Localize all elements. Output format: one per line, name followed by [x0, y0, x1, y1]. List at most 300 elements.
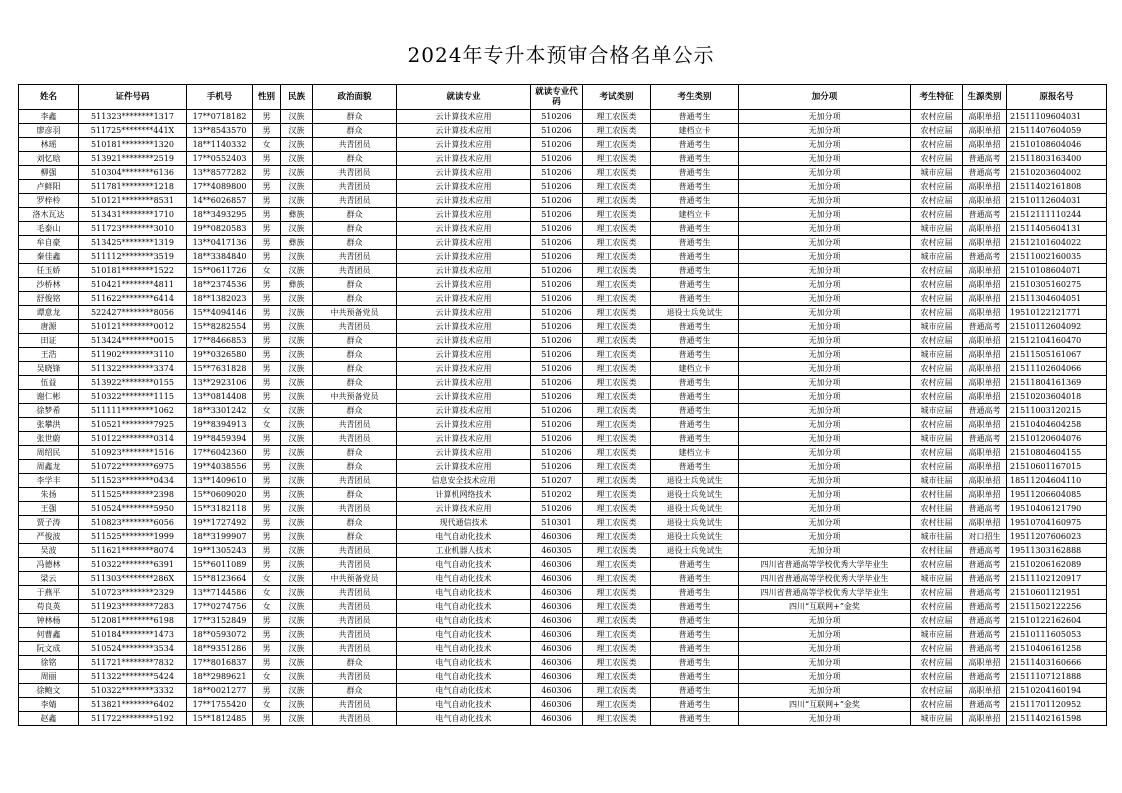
- table-cell: 农村应届: [911, 264, 963, 278]
- table-cell: 农村应届: [911, 600, 963, 614]
- table-cell: 无加分项: [739, 250, 911, 264]
- table-cell: 计算机网络技术: [397, 488, 531, 502]
- table-cell: 中共预备党员: [313, 572, 397, 586]
- table-cell: 13**0814408: [187, 390, 253, 404]
- table-cell: 理工农医类: [583, 390, 651, 404]
- table-cell: 无加分项: [739, 376, 911, 390]
- table-cell: 理工农医类: [583, 586, 651, 600]
- table-cell: 21511304604051: [1007, 292, 1107, 306]
- table-cell: 理工农医类: [583, 670, 651, 684]
- table-cell: 云计算技术应用: [397, 390, 531, 404]
- table-cell: 无加分项: [739, 278, 911, 292]
- table-cell: 共青团员: [313, 474, 397, 488]
- table-row: [19, 488, 1107, 502]
- table-cell: 510206: [531, 348, 583, 362]
- table-cell: 460306: [531, 614, 583, 628]
- table-cell: 理工农医类: [583, 278, 651, 292]
- table-cell: 云计算技术应用: [397, 152, 531, 166]
- table-cell: 汉族: [281, 348, 313, 362]
- table-cell: 农村应届: [911, 292, 963, 306]
- table-cell: 无加分项: [739, 474, 911, 488]
- table-cell: 建档立卡: [651, 124, 739, 138]
- table-cell: 无加分项: [739, 670, 911, 684]
- table-cell: 云计算技术应用: [397, 320, 531, 334]
- table-cell: 云计算技术应用: [397, 502, 531, 516]
- table-row: [19, 292, 1107, 306]
- table-cell: 城市应届: [911, 250, 963, 264]
- table-row: [19, 670, 1107, 684]
- table-cell: 18**2374536: [187, 278, 253, 292]
- table-cell: 510206: [531, 432, 583, 446]
- table-cell: 21511701120952: [1007, 698, 1107, 712]
- column-header: 考试类别: [583, 85, 651, 110]
- table-row: [19, 124, 1107, 138]
- table-cell: 513922********0155: [79, 376, 187, 390]
- table-cell: 群众: [313, 278, 397, 292]
- table-cell: 510421********4811: [79, 278, 187, 292]
- table-cell: 云计算技术应用: [397, 376, 531, 390]
- table-row: [19, 642, 1107, 656]
- table-cell: 高职单招: [963, 712, 1007, 726]
- table-cell: 17**6042360: [187, 446, 253, 460]
- table-cell: 群众: [313, 236, 397, 250]
- column-header: 加分项: [739, 85, 911, 110]
- table-cell: 19**8394913: [187, 418, 253, 432]
- table-cell: 电气自动化技术: [397, 698, 531, 712]
- table-cell: 19510406121790: [1007, 502, 1107, 516]
- table-cell: 徐鲍文: [19, 684, 79, 698]
- table-cell: 普通考生: [651, 670, 739, 684]
- table-cell: 17**0718182: [187, 110, 253, 124]
- table-row: [19, 600, 1107, 614]
- table-cell: 朱扬: [19, 488, 79, 502]
- table-cell: 对口招生: [963, 530, 1007, 544]
- table-row: [19, 208, 1107, 222]
- table-cell: 汉族: [281, 418, 313, 432]
- table-cell: 高职单招: [963, 194, 1007, 208]
- table-cell: 共青团员: [313, 544, 397, 558]
- table-row: [19, 516, 1107, 530]
- table-cell: 群众: [313, 684, 397, 698]
- table-cell: 农村应届: [911, 642, 963, 656]
- table-cell: 普通考生: [651, 236, 739, 250]
- table-cell: 王强: [19, 502, 79, 516]
- table-cell: 退役士兵免试生: [651, 544, 739, 558]
- table-cell: 汉族: [281, 670, 313, 684]
- table-cell: 510206: [531, 194, 583, 208]
- table-cell: 电气自动化技术: [397, 670, 531, 684]
- column-header: 政治面貌: [313, 85, 397, 110]
- table-cell: 毛泰山: [19, 222, 79, 236]
- table-cell: 云计算技术应用: [397, 194, 531, 208]
- table-cell: 男: [253, 278, 281, 292]
- table-cell: 510181********1522: [79, 264, 187, 278]
- table-cell: 510206: [531, 376, 583, 390]
- table-cell: 伍益: [19, 376, 79, 390]
- table-cell: 高职单招: [963, 180, 1007, 194]
- table-cell: 电气自动化技术: [397, 656, 531, 670]
- table-cell: 何曹鑫: [19, 628, 79, 642]
- table-cell: 无加分项: [739, 292, 911, 306]
- table-cell: 共青团员: [313, 264, 397, 278]
- table-cell: 云计算技术应用: [397, 432, 531, 446]
- table-cell: 无加分项: [739, 614, 911, 628]
- table-cell: 510206: [531, 320, 583, 334]
- table-cell: 普通考生: [651, 404, 739, 418]
- table-cell: 群众: [313, 376, 397, 390]
- table-cell: 21511505161067: [1007, 348, 1107, 362]
- table-cell: 电气自动化技术: [397, 614, 531, 628]
- table-cell: 普通考生: [651, 642, 739, 656]
- table-cell: 汉族: [281, 376, 313, 390]
- table-cell: 无加分项: [739, 656, 911, 670]
- table-cell: 511523********0434: [79, 474, 187, 488]
- table-cell: 510524********3534: [79, 642, 187, 656]
- table-cell: 群众: [313, 292, 397, 306]
- table-cell: 522427********8056: [79, 306, 187, 320]
- table-cell: 云计算技术应用: [397, 166, 531, 180]
- table-cell: 510206: [531, 110, 583, 124]
- table-cell: 460306: [531, 586, 583, 600]
- table-cell: 普通高考: [963, 432, 1007, 446]
- table-cell: 农村应届: [911, 138, 963, 152]
- table-cell: 21511407604059: [1007, 124, 1107, 138]
- table-cell: 农村应届: [911, 110, 963, 124]
- table-cell: 普通高考: [963, 698, 1007, 712]
- table-cell: 21510305160275: [1007, 278, 1107, 292]
- table-cell: 511781********1218: [79, 180, 187, 194]
- table-cell: 秦佳鑫: [19, 250, 79, 264]
- table-cell: 普通考生: [651, 572, 739, 586]
- table-cell: 卢鲜阳: [19, 180, 79, 194]
- table-cell: 21511804161369: [1007, 376, 1107, 390]
- table-cell: 普通考生: [651, 418, 739, 432]
- table-cell: 普通考生: [651, 110, 739, 124]
- table-cell: 无加分项: [739, 334, 911, 348]
- table-cell: 510723********2329: [79, 586, 187, 600]
- table-cell: 汉族: [281, 474, 313, 488]
- table-cell: 云计算技术应用: [397, 404, 531, 418]
- table-cell: 退役士兵免试生: [651, 530, 739, 544]
- table-cell: 普通高考: [963, 208, 1007, 222]
- table-cell: 农村往届: [911, 502, 963, 516]
- column-header: 就读专业代码: [531, 85, 583, 110]
- table-cell: 男: [253, 530, 281, 544]
- table-cell: 510722********6975: [79, 460, 187, 474]
- table-cell: 汉族: [281, 110, 313, 124]
- table-cell: 于燕平: [19, 586, 79, 600]
- table-cell: 田证: [19, 334, 79, 348]
- table-cell: 女: [253, 572, 281, 586]
- table-cell: 普通考生: [651, 432, 739, 446]
- table-cell: 高职单招: [963, 376, 1007, 390]
- table-cell: 511622********6414: [79, 292, 187, 306]
- table-cell: 510121********8531: [79, 194, 187, 208]
- table-cell: 510184********1473: [79, 628, 187, 642]
- table-cell: 17**8016837: [187, 656, 253, 670]
- table-cell: 511323********1317: [79, 110, 187, 124]
- table-cell: 无加分项: [739, 684, 911, 698]
- table-cell: 男: [253, 642, 281, 656]
- table-cell: 高职单招: [963, 684, 1007, 698]
- table-cell: 21510601167015: [1007, 460, 1107, 474]
- table-cell: 18511204604110: [1007, 474, 1107, 488]
- table-cell: 普通考生: [651, 600, 739, 614]
- table-cell: 510206: [531, 306, 583, 320]
- table-cell: 无加分项: [739, 222, 911, 236]
- table-cell: 18**9351286: [187, 642, 253, 656]
- table-cell: 理工农医类: [583, 222, 651, 236]
- table-cell: 理工农医类: [583, 180, 651, 194]
- column-header: 考生特征: [911, 85, 963, 110]
- table-cell: 18**0021277: [187, 684, 253, 698]
- table-cell: 共青团员: [313, 712, 397, 726]
- table-cell: 女: [253, 600, 281, 614]
- table-cell: 信息安全技术应用: [397, 474, 531, 488]
- table-cell: 理工农医类: [583, 698, 651, 712]
- table-cell: 18**3199907: [187, 530, 253, 544]
- table-cell: 共青团员: [313, 642, 397, 656]
- table-cell: 21511402161808: [1007, 180, 1107, 194]
- table-cell: 13**7144586: [187, 586, 253, 600]
- table-row: [19, 558, 1107, 572]
- table-cell: 退役士兵免试生: [651, 474, 739, 488]
- table-cell: 退役士兵免试生: [651, 516, 739, 530]
- table-cell: 21510601121951: [1007, 586, 1107, 600]
- table-cell: 共青团员: [313, 166, 397, 180]
- table-cell: 无加分项: [739, 446, 911, 460]
- table-cell: 无加分项: [739, 530, 911, 544]
- table-cell: 汉族: [281, 446, 313, 460]
- table-cell: 退役士兵免试生: [651, 502, 739, 516]
- table-cell: 电气自动化技术: [397, 600, 531, 614]
- table-cell: 460306: [531, 600, 583, 614]
- table-cell: 511723********3010: [79, 222, 187, 236]
- table-cell: 高职单招: [963, 222, 1007, 236]
- table-cell: 理工农医类: [583, 530, 651, 544]
- table-cell: 511721********7832: [79, 656, 187, 670]
- table-cell: 21510122162604: [1007, 614, 1107, 628]
- table-cell: 460306: [531, 558, 583, 572]
- table-cell: 普通高考: [963, 320, 1007, 334]
- table-cell: 共青团员: [313, 432, 397, 446]
- table-cell: 男: [253, 180, 281, 194]
- table-cell: 510206: [531, 390, 583, 404]
- table-cell: 城市应届: [911, 712, 963, 726]
- table-cell: 19**1305243: [187, 544, 253, 558]
- table-cell: 460305: [531, 544, 583, 558]
- table-cell: 高职单招: [963, 306, 1007, 320]
- table-cell: 梁云: [19, 572, 79, 586]
- table-cell: 13**2923106: [187, 376, 253, 390]
- table-cell: 510206: [531, 334, 583, 348]
- table-cell: 21510108604046: [1007, 138, 1107, 152]
- table-cell: 群众: [313, 446, 397, 460]
- table-cell: 女: [253, 586, 281, 600]
- table-cell: 17**4089800: [187, 180, 253, 194]
- table-cell: 13**8577282: [187, 166, 253, 180]
- table-cell: 共青团员: [313, 628, 397, 642]
- table-cell: 高职单招: [963, 656, 1007, 670]
- table-cell: 510206: [531, 404, 583, 418]
- table-cell: 无加分项: [739, 628, 911, 642]
- table-cell: 农村应届: [911, 614, 963, 628]
- table-cell: 510206: [531, 446, 583, 460]
- table-cell: 汉族: [281, 614, 313, 628]
- table-cell: 普通考生: [651, 614, 739, 628]
- table-cell: 无加分项: [739, 712, 911, 726]
- table-cell: 汉族: [281, 362, 313, 376]
- table-row: [19, 586, 1107, 600]
- table-cell: 21511107121888: [1007, 670, 1107, 684]
- table-cell: 男: [253, 152, 281, 166]
- table-cell: 男: [253, 348, 281, 362]
- header-row: [19, 85, 1107, 110]
- table-cell: 18**1382023: [187, 292, 253, 306]
- table-cell: 云计算技术应用: [397, 460, 531, 474]
- table-cell: 云计算技术应用: [397, 208, 531, 222]
- table-row: [19, 614, 1107, 628]
- table-cell: 无加分项: [739, 432, 911, 446]
- table-cell: 退役士兵免试生: [651, 306, 739, 320]
- table-cell: 理工农医类: [583, 712, 651, 726]
- table-cell: 谢仁彬: [19, 390, 79, 404]
- table-cell: 普通高考: [963, 670, 1007, 684]
- table-cell: 共青团员: [313, 138, 397, 152]
- table-cell: 15**3182118: [187, 502, 253, 516]
- table-cell: 普通高考: [963, 628, 1007, 642]
- page-title: 2024年专升本预审合格名单公示: [407, 43, 715, 67]
- table-cell: 普通考生: [651, 166, 739, 180]
- table-row: [19, 306, 1107, 320]
- table-cell: 21510112604031: [1007, 194, 1107, 208]
- table-cell: 无加分项: [739, 264, 911, 278]
- column-header: 原报名号: [1007, 85, 1107, 110]
- table-cell: 男: [253, 208, 281, 222]
- table-cell: 460306: [531, 530, 583, 544]
- table-cell: 普通高考: [963, 586, 1007, 600]
- table-cell: 普通考生: [651, 180, 739, 194]
- table-cell: 理工农医类: [583, 502, 651, 516]
- table-cell: 510206: [531, 292, 583, 306]
- table-cell: 群众: [313, 152, 397, 166]
- table-cell: 21510406161258: [1007, 642, 1107, 656]
- table-row: [19, 278, 1107, 292]
- table-cell: 云计算技术应用: [397, 306, 531, 320]
- table-cell: 共青团员: [313, 418, 397, 432]
- table-cell: 511725********441X: [79, 124, 187, 138]
- table-cell: 19**8459394: [187, 432, 253, 446]
- table-cell: 511322********5424: [79, 670, 187, 684]
- table-cell: 19511206604085: [1007, 488, 1107, 502]
- table-cell: 高职单招: [963, 334, 1007, 348]
- table-cell: 普通高考: [963, 600, 1007, 614]
- table-cell: 15**4094146: [187, 306, 253, 320]
- table-row: [19, 348, 1107, 362]
- table-cell: 无加分项: [739, 460, 911, 474]
- table-cell: 普通考生: [651, 460, 739, 474]
- table-cell: 21512104160470: [1007, 334, 1107, 348]
- table-cell: 21510203604002: [1007, 166, 1107, 180]
- table-cell: 李学丰: [19, 474, 79, 488]
- table-cell: 张世蔚: [19, 432, 79, 446]
- table-cell: 无加分项: [739, 502, 911, 516]
- table-cell: 21511803163400: [1007, 152, 1107, 166]
- table-cell: 男: [253, 110, 281, 124]
- table-cell: 513431********1710: [79, 208, 187, 222]
- table-cell: 共青团员: [313, 614, 397, 628]
- table-cell: 女: [253, 698, 281, 712]
- table-cell: 理工农医类: [583, 614, 651, 628]
- table-cell: 汉族: [281, 264, 313, 278]
- table-row: [19, 390, 1107, 404]
- table-cell: 510206: [531, 138, 583, 152]
- table-cell: 群众: [313, 530, 397, 544]
- table-cell: 513425********1319: [79, 236, 187, 250]
- table-cell: 理工农医类: [583, 236, 651, 250]
- table-cell: 理工农医类: [583, 292, 651, 306]
- table-cell: 共青团员: [313, 320, 397, 334]
- table-cell: 理工农医类: [583, 334, 651, 348]
- table-cell: 男: [253, 362, 281, 376]
- table-cell: 普通考生: [651, 278, 739, 292]
- table-row: [19, 474, 1107, 488]
- table-cell: 理工农医类: [583, 572, 651, 586]
- table-cell: 510301: [531, 516, 583, 530]
- table-cell: 普通高考: [963, 152, 1007, 166]
- table-cell: 无加分项: [739, 320, 911, 334]
- table-cell: 女: [253, 418, 281, 432]
- table-cell: 汉族: [281, 320, 313, 334]
- table-cell: 男: [253, 306, 281, 320]
- table-cell: 男: [253, 376, 281, 390]
- table-cell: 510206: [531, 418, 583, 432]
- table-cell: 汉族: [281, 390, 313, 404]
- table-cell: 普通考生: [651, 684, 739, 698]
- table-cell: 理工农医类: [583, 138, 651, 152]
- table-cell: 21511002160035: [1007, 250, 1107, 264]
- table-cell: 理工农医类: [583, 446, 651, 460]
- table-cell: 汉族: [281, 460, 313, 474]
- table-cell: 男: [253, 488, 281, 502]
- table-cell: 无加分项: [739, 194, 911, 208]
- table-cell: 511722********5192: [79, 712, 187, 726]
- table-cell: 云计算技术应用: [397, 180, 531, 194]
- table-cell: 汉族: [281, 194, 313, 208]
- table-cell: 云计算技术应用: [397, 222, 531, 236]
- table-cell: 460306: [531, 684, 583, 698]
- table-cell: 徐铭: [19, 656, 79, 670]
- table-cell: 510207: [531, 474, 583, 488]
- table-cell: 510202: [531, 488, 583, 502]
- table-cell: 农村应届: [911, 376, 963, 390]
- table-cell: 王浩: [19, 348, 79, 362]
- table-cell: 刘忆晗: [19, 152, 79, 166]
- table-cell: 云计算技术应用: [397, 124, 531, 138]
- table-cell: 女: [253, 138, 281, 152]
- table-cell: 建档立卡: [651, 446, 739, 460]
- table-row: [19, 250, 1107, 264]
- table-row: [19, 404, 1107, 418]
- table-cell: 510823********6056: [79, 516, 187, 530]
- table-cell: 460306: [531, 642, 583, 656]
- table-cell: 13**1409610: [187, 474, 253, 488]
- table-cell: 513921********2519: [79, 152, 187, 166]
- table-cell: 18**3493295: [187, 208, 253, 222]
- table-cell: 电气自动化技术: [397, 558, 531, 572]
- table-cell: 城市应届: [911, 320, 963, 334]
- table-cell: 无加分项: [739, 110, 911, 124]
